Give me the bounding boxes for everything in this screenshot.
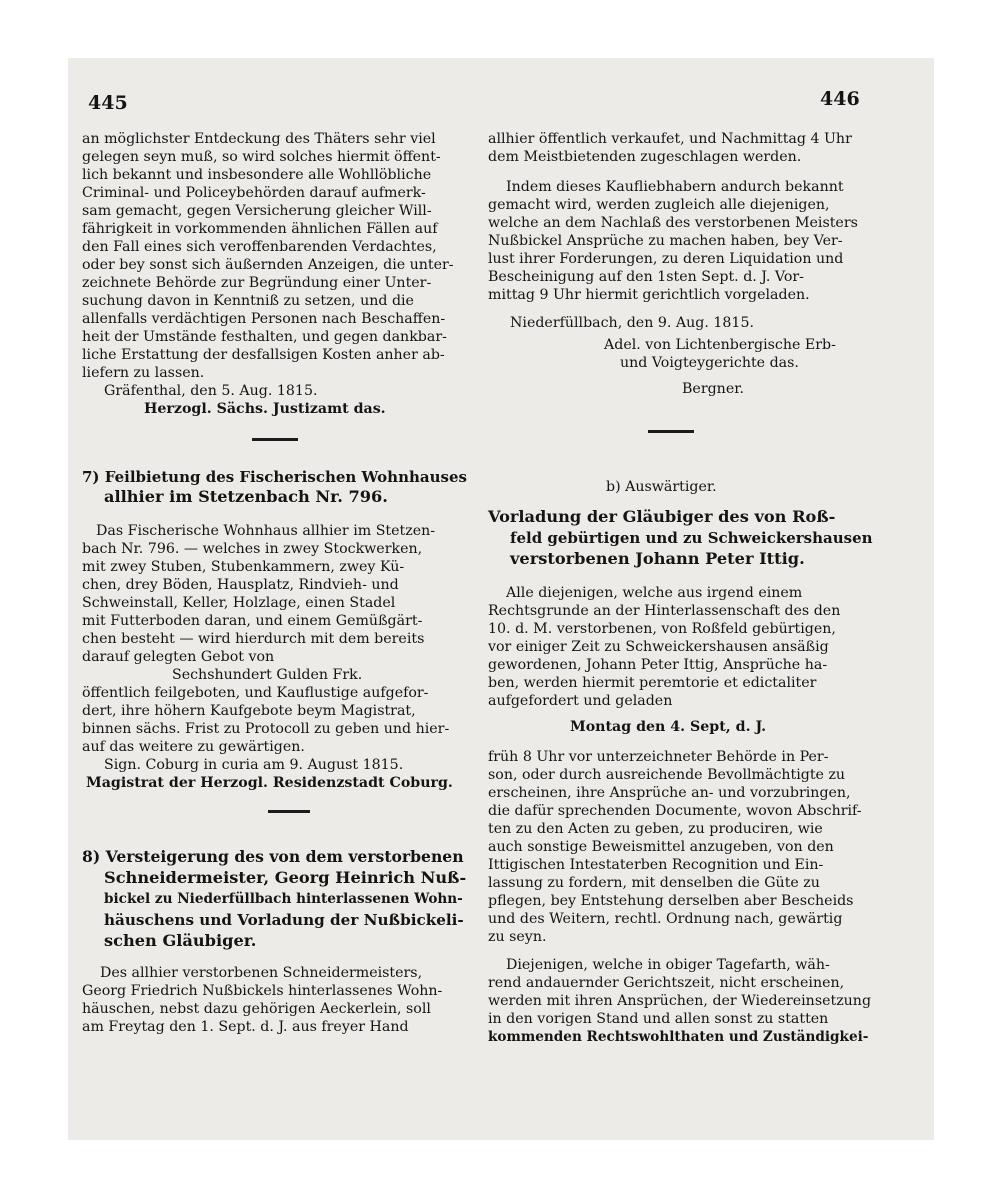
text-line: sam gemacht, gegen Versicherung gleicher Will-: [82, 203, 432, 219]
page-number-right: 446: [820, 88, 860, 110]
newspaper-page: [68, 58, 934, 1140]
text-line: in den vorigen Stand und allen sonst zu statten: [488, 1011, 829, 1027]
text-line: Nußbickel Ansprüche zu machen haben, bey Ver-: [488, 233, 843, 249]
text-line: vor einiger Zeit zu Schweickershausen ansäßig: [488, 639, 829, 655]
section-heading: schen Gläubiger.: [104, 931, 257, 950]
text-line: kommenden Rechtswohlthaten und Zuständigkei-: [488, 1029, 869, 1045]
section-heading: allhier im Stetzenbach Nr. 796.: [104, 487, 388, 506]
text-line: auf das weitere zu gewärtigen.: [82, 739, 305, 755]
text-line: 10. d. M. verstorbenen, von Roßfeld gebürtigen,: [488, 621, 836, 637]
text-line: Diejenigen, welche in obiger Tagefarth, wäh-: [506, 957, 830, 973]
text-line: dert, ihre höhern Kaufgebote beym Magistrat,: [82, 703, 416, 719]
section-divider: [648, 430, 694, 433]
text-line: chen besteht — wird hierdurch mit dem bereits: [82, 631, 425, 647]
text-line: Ittigischen Intestaterben Recognition und Ein-: [488, 857, 824, 873]
text-line: gewordenen, Johann Peter Ittig, Ansprüche ha-: [488, 657, 828, 673]
text-line: den Fall eines sich veroffenbarenden Verdachtes,: [82, 239, 437, 255]
text-line: oder bey sonst sich äußernden Anzeigen, die unter-: [82, 257, 454, 273]
text-line: mit Futterboden daran, und einem Gemüßgärt-: [82, 613, 423, 629]
text-line: erscheinen, ihre Ansprüche an- und vorzubringen,: [488, 785, 851, 801]
court-name: Adel. von Lichtenbergische Erb-: [604, 337, 836, 353]
text-line: Criminal- und Policeybehörden darauf aufmerk-: [82, 185, 426, 201]
text-line: Bescheinigung auf den 1sten Sept. d. J. Vor-: [488, 269, 804, 285]
date-line: Montag den 4. Sept, d. J.: [570, 719, 767, 735]
text-line: lich bekannt und insbesondere alle Wohllöbliche: [82, 167, 432, 183]
text-line: dem Meistbietenden zugeschlagen werden.: [488, 149, 802, 165]
text-line: Das Fischerische Wohnhaus allhier im Stetzen-: [96, 523, 436, 539]
text-line: Alle diejenigen, welche aus irgend einem: [506, 585, 803, 601]
section-divider: [268, 810, 310, 813]
text-line: heit der Umstände festhalten, und gegen dankbar-: [82, 329, 447, 345]
text-line: werden mit ihren Ansprüchen, der Wiedereinsetzung: [488, 993, 872, 1009]
text-line: die dafür sprechenden Documente, wovon Abschrif-: [488, 803, 862, 819]
text-line: Schweinstall, Keller, Holzlage, einen Stadel: [82, 595, 396, 611]
text-line: bach Nr. 796. — welches in zwey Stockwerken,: [82, 541, 423, 557]
text-line: auch sonstige Beweismittel anzugeben, von den: [488, 839, 834, 855]
text-line: allhier öffentlich verkaufet, und Nachmittag 4 Uhr: [488, 131, 852, 147]
signature: Magistrat der Herzogl. Residenzstadt Coburg.: [86, 775, 453, 791]
text-line: chen, drey Böden, Hausplatz, Rindvieh- und: [82, 577, 399, 593]
section-heading: häuschens und Vorladung der Nußbickeli-: [104, 911, 464, 929]
text-line: mittag 9 Uhr hiermit gerichtlich vorgeladen.: [488, 287, 810, 303]
page-number-left: 445: [88, 92, 128, 114]
text-line: öffentlich feilgeboten, und Kauflustige aufgefor-: [82, 685, 429, 701]
text-line: aufgefordert und geladen: [488, 693, 673, 709]
text-line: son, oder durch ausreichende Bevollmächtigte zu: [488, 767, 846, 783]
text-line: ben, werden hiermit peremtorie et edictaliter: [488, 675, 817, 691]
section-heading: Schneidermeister, Georg Heinrich Nuß-: [104, 868, 467, 887]
text-line: darauf gelegten Gebot von: [82, 649, 275, 665]
signature: Herzogl. Sächs. Justizamt das.: [144, 401, 386, 417]
text-line: liche Erstattung der desfallsigen Kosten anher ab-: [82, 347, 445, 363]
text-line: lust ihrer Forderungen, zu deren Liquidation und: [488, 251, 844, 267]
text-line: welche an dem Nachlaß des verstorbenen Meisters: [488, 215, 858, 231]
place-date: Gräfenthal, den 5. Aug. 1815.: [104, 383, 318, 399]
text-line: Georg Friedrich Nußbickels hinterlassenes Wohn-: [82, 983, 443, 999]
text-line: fährigkeit in vorkommenden ähnlichen Fällen auf: [82, 221, 438, 237]
text-line: ten zu den Acten zu geben, zu produciren, wie: [488, 821, 823, 837]
text-line: gemacht wird, werden zugleich alle diejenigen,: [488, 197, 830, 213]
section-heading: 7) Feilbietung des Fischerischen Wohnhauses: [82, 468, 467, 486]
place-date: Niederfüllbach, den 9. Aug. 1815.: [510, 315, 754, 331]
text-line: Indem dieses Kaufliebhabern andurch bekannt: [506, 179, 844, 195]
section-heading: verstorbenen Johann Peter Ittig.: [510, 549, 805, 568]
text-line: rend andauernder Gerichtszeit, nicht erscheinen,: [488, 975, 845, 991]
text-line: früh 8 Uhr vor unterzeichneter Behörde in Per-: [488, 749, 829, 765]
text-line: mit zwey Stuben, Stubenkammern, zwey Kü-: [82, 559, 405, 575]
amount-line: Sechshundert Gulden Frk.: [172, 667, 363, 683]
section-divider: [252, 438, 298, 441]
text-line: am Freytag den 1. Sept. d. J. aus freyer Hand: [82, 1019, 409, 1035]
text-line: liefern zu lassen.: [82, 365, 205, 381]
text-line: allenfalls verdächtigen Personen nach Beschaffen-: [82, 311, 446, 327]
sub-heading: b) Auswärtiger.: [606, 479, 717, 495]
text-line: Des allhier verstorbenen Schneidermeisters,: [100, 965, 423, 981]
text-line: lassung zu fordern, mit denselben die Güte zu: [488, 875, 820, 891]
place-date: Sign. Coburg in curia am 9. August 1815.: [104, 757, 404, 773]
signer-name: Bergner.: [682, 381, 744, 397]
text-line: suchung davon in Kenntniß zu setzen, und die: [82, 293, 414, 309]
section-heading: bickel zu Niederfüllbach hinterlassenen Wohn-: [104, 891, 463, 907]
section-heading: Vorladung der Gläubiger des von Roß-: [488, 507, 836, 526]
text-line: häuschen, nebst dazu gehörigen Aeckerlein, soll: [82, 1001, 431, 1017]
text-line: gelegen seyn muß, so wird solches hiermit öffent-: [82, 149, 441, 165]
text-line: zu seyn.: [488, 929, 547, 945]
section-heading: 8) Versteigerung des von dem verstorbenen: [82, 847, 464, 866]
text-line: zeichnete Behörde zur Begründung einer Unter-: [82, 275, 432, 291]
section-heading: feld gebürtigen und zu Schweickershausen: [510, 529, 873, 547]
text-line: pflegen, bey Entstehung derselben aber Bescheids: [488, 893, 854, 909]
text-line: an möglichster Entdeckung des Thäters sehr viel: [82, 131, 436, 147]
text-line: Rechtsgrunde an der Hinterlassenschaft des den: [488, 603, 841, 619]
court-name: und Voigteygerichte das.: [620, 355, 799, 371]
text-line: und des Weitern, rechtl. Ordnung nach, gewärtig: [488, 911, 843, 927]
text-line: binnen sächs. Frist zu Protocoll zu geben und hier-: [82, 721, 450, 737]
